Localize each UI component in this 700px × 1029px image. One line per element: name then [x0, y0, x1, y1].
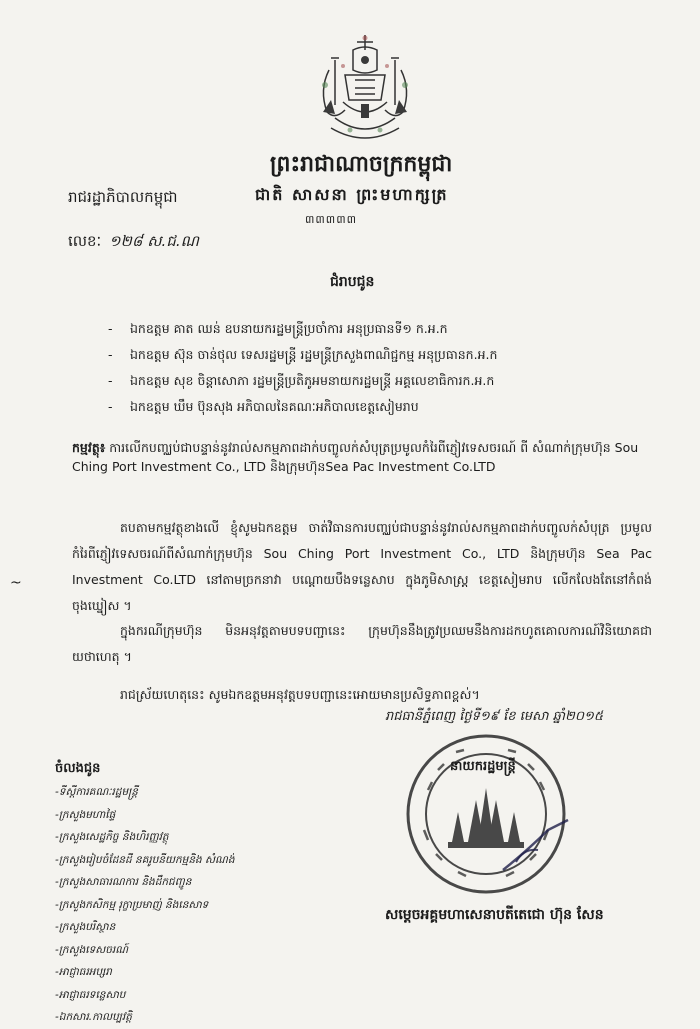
copy-item: -ក្រសួងបរិស្ថាន [55, 921, 116, 933]
copy-item: -អាជ្ញាធរទន្លេសាប [55, 988, 126, 1001]
royal-coat-of-arms-emblem [305, 30, 425, 155]
date-line: រាជធានីភ្នំពេញ ថ្ងៃទី១៩ ខែ មេសា ឆ្នាំ២០១៥ [385, 709, 604, 724]
seal-title: នាយករដ្ឋមន្ត្រី [450, 759, 516, 774]
copy-item: -ក្រសួងសេដ្ឋកិច្ច និងហិរញ្ញវត្ថុ [55, 831, 169, 843]
recipient-item: - ឯកឧត្តម ឃឹម ប៊ុនសុង អភិបាលនៃគណៈអភិបាលខេត្តសៀមរាប [108, 399, 419, 414]
national-motto: ជាតិ សាសនា ព្រះមហាក្សត្រ [255, 185, 449, 204]
copy-item: -ក្រសួងទេសចរណ៍ [55, 943, 129, 956]
salutation: ជំរាបជូន [330, 274, 375, 290]
recipient-item: - ឯកឧត្តម គាត ឈន់ ឧបនាយករដ្ឋមន្ត្រីប្រចាំការ អនុប្រធានទី១ ក.អ.ក [108, 321, 448, 336]
copies-title: ចំលងជូន [55, 761, 101, 776]
signatory-name: សម្តេចអគ្គមហាសេនាបតីតេជោ ហ៊ុន សែន [385, 907, 604, 923]
body-paragraph-3: រាជស្រ័យហេតុនេះ សូមឯកឧត្តមអនុវត្តបទបញ្ជានេះអោយមានប្រសិទ្ធភាពខ្ពស់។ [120, 687, 480, 702]
body-paragraph-2: ក្នុងករណីក្រុមហ៊ុន មិនអនុវត្តតាមបទបញ្ជានេះ ក្រុមហ៊ុននឹងត្រូវប្រឈមនឹងការដកហូតគោលការណ៍វិនិយោគជាយថាហេតុ ។ [72, 623, 652, 664]
reference-number [68, 232, 199, 254]
kingdom-title: ព្រះរាជាណាចក្រកម្ពុជា [270, 152, 453, 177]
copy-item: -អាជ្ញាធរអប្សរា [55, 966, 112, 978]
copy-item: -ទីស្តីការគណៈរដ្ឋមន្ត្រី [55, 786, 138, 798]
copies-list [55, 781, 235, 1029]
reference-value: ១២៨ ស.ជ.ណ [109, 232, 199, 250]
copy-item: -ក្រសួងមហាផ្ទៃ [55, 808, 116, 821]
copy-item: -ក្រសួងកសិកម្ម រុក្ខាប្រមាញ់ និងនេសាទ [55, 898, 209, 911]
copy-item: -ក្រសួងសាធារណការ និងដឹកជញ្ជូន [55, 876, 192, 888]
subject-block [72, 438, 652, 476]
recipient-list [108, 316, 648, 420]
recipient-item: - ឯកឧត្តម ស៊ុន ចាន់ថុល ទេសរដ្ឋមន្ត្រី រដ្ឋមន្ត្រីក្រសួងពាណិជ្ជកម្ម អនុប្រធានក.អ.ក [108, 347, 498, 362]
issuing-authority: រាជរដ្ឋាភិបាលកម្ពុជា [68, 188, 178, 206]
motto-ornament: ៣៣៣៣៣ [305, 213, 357, 226]
margin-mark: ~ [10, 575, 22, 591]
copy-item: -ឯកសារ.កាលប្បវត្តិ [55, 1011, 132, 1023]
recipient-item: - ឯកឧត្តម សុខ ចិន្តាសោភា រដ្ឋមន្ត្រីប្រតិភូអមនាយករដ្ឋមន្ត្រី អគ្គលេខាធិការក.អ.ក [108, 373, 495, 388]
official-seal-stamp [398, 730, 574, 898]
subject-text: ការលើកបញ្ឈប់ជាបន្ទាន់នូវរាល់សកម្មភាពដាក់បញ្ចូលក់សំបុត្រប្រមូលកំរៃពីភ្ញៀវទេសចរណ៍ ពី សំណាក់ក្រុមហ៊ុន Sou Ching Port Investment Co., LTD និងក្រុមហ៊ុនSea Pac Investment Co.LTD [72, 440, 639, 474]
reference-label: លេខៈ [68, 232, 102, 250]
body-paragraph-1: តបតាមកម្មវត្ថុខាងលើ ខ្ញុំសូមឯកឧត្តម ចាត់វិធានការបញ្ឈប់ជាបន្ទាន់នូវរាល់សកម្មភាពដាក់បញ្ចូលក់សំបុត្រ ប្រមូលកំរៃពីភ្ញៀវទេសចរណ៍ពីសំណាក់ក្រុមហ៊ុន Sou Ching Port Investment Co., LTD និងក្រុមហ៊ុន Sea Pac Investment Co.LTD នៅតាមច្រកនាវា បណ្តោយបឹងទន្លេសាប ក្នុងភូមិសាស្ត្រ ខេត្តសៀមរាប លើកលែងតែនៅកំពង់ចុងឃ្នៀស ។ [72, 520, 652, 613]
subject-label: កម្មវត្ថុ៖ [72, 440, 106, 455]
copy-item: -ក្រសួងរៀបចំដែនដី នគរូបនីយកម្មនិង សំណង់ [55, 853, 235, 866]
